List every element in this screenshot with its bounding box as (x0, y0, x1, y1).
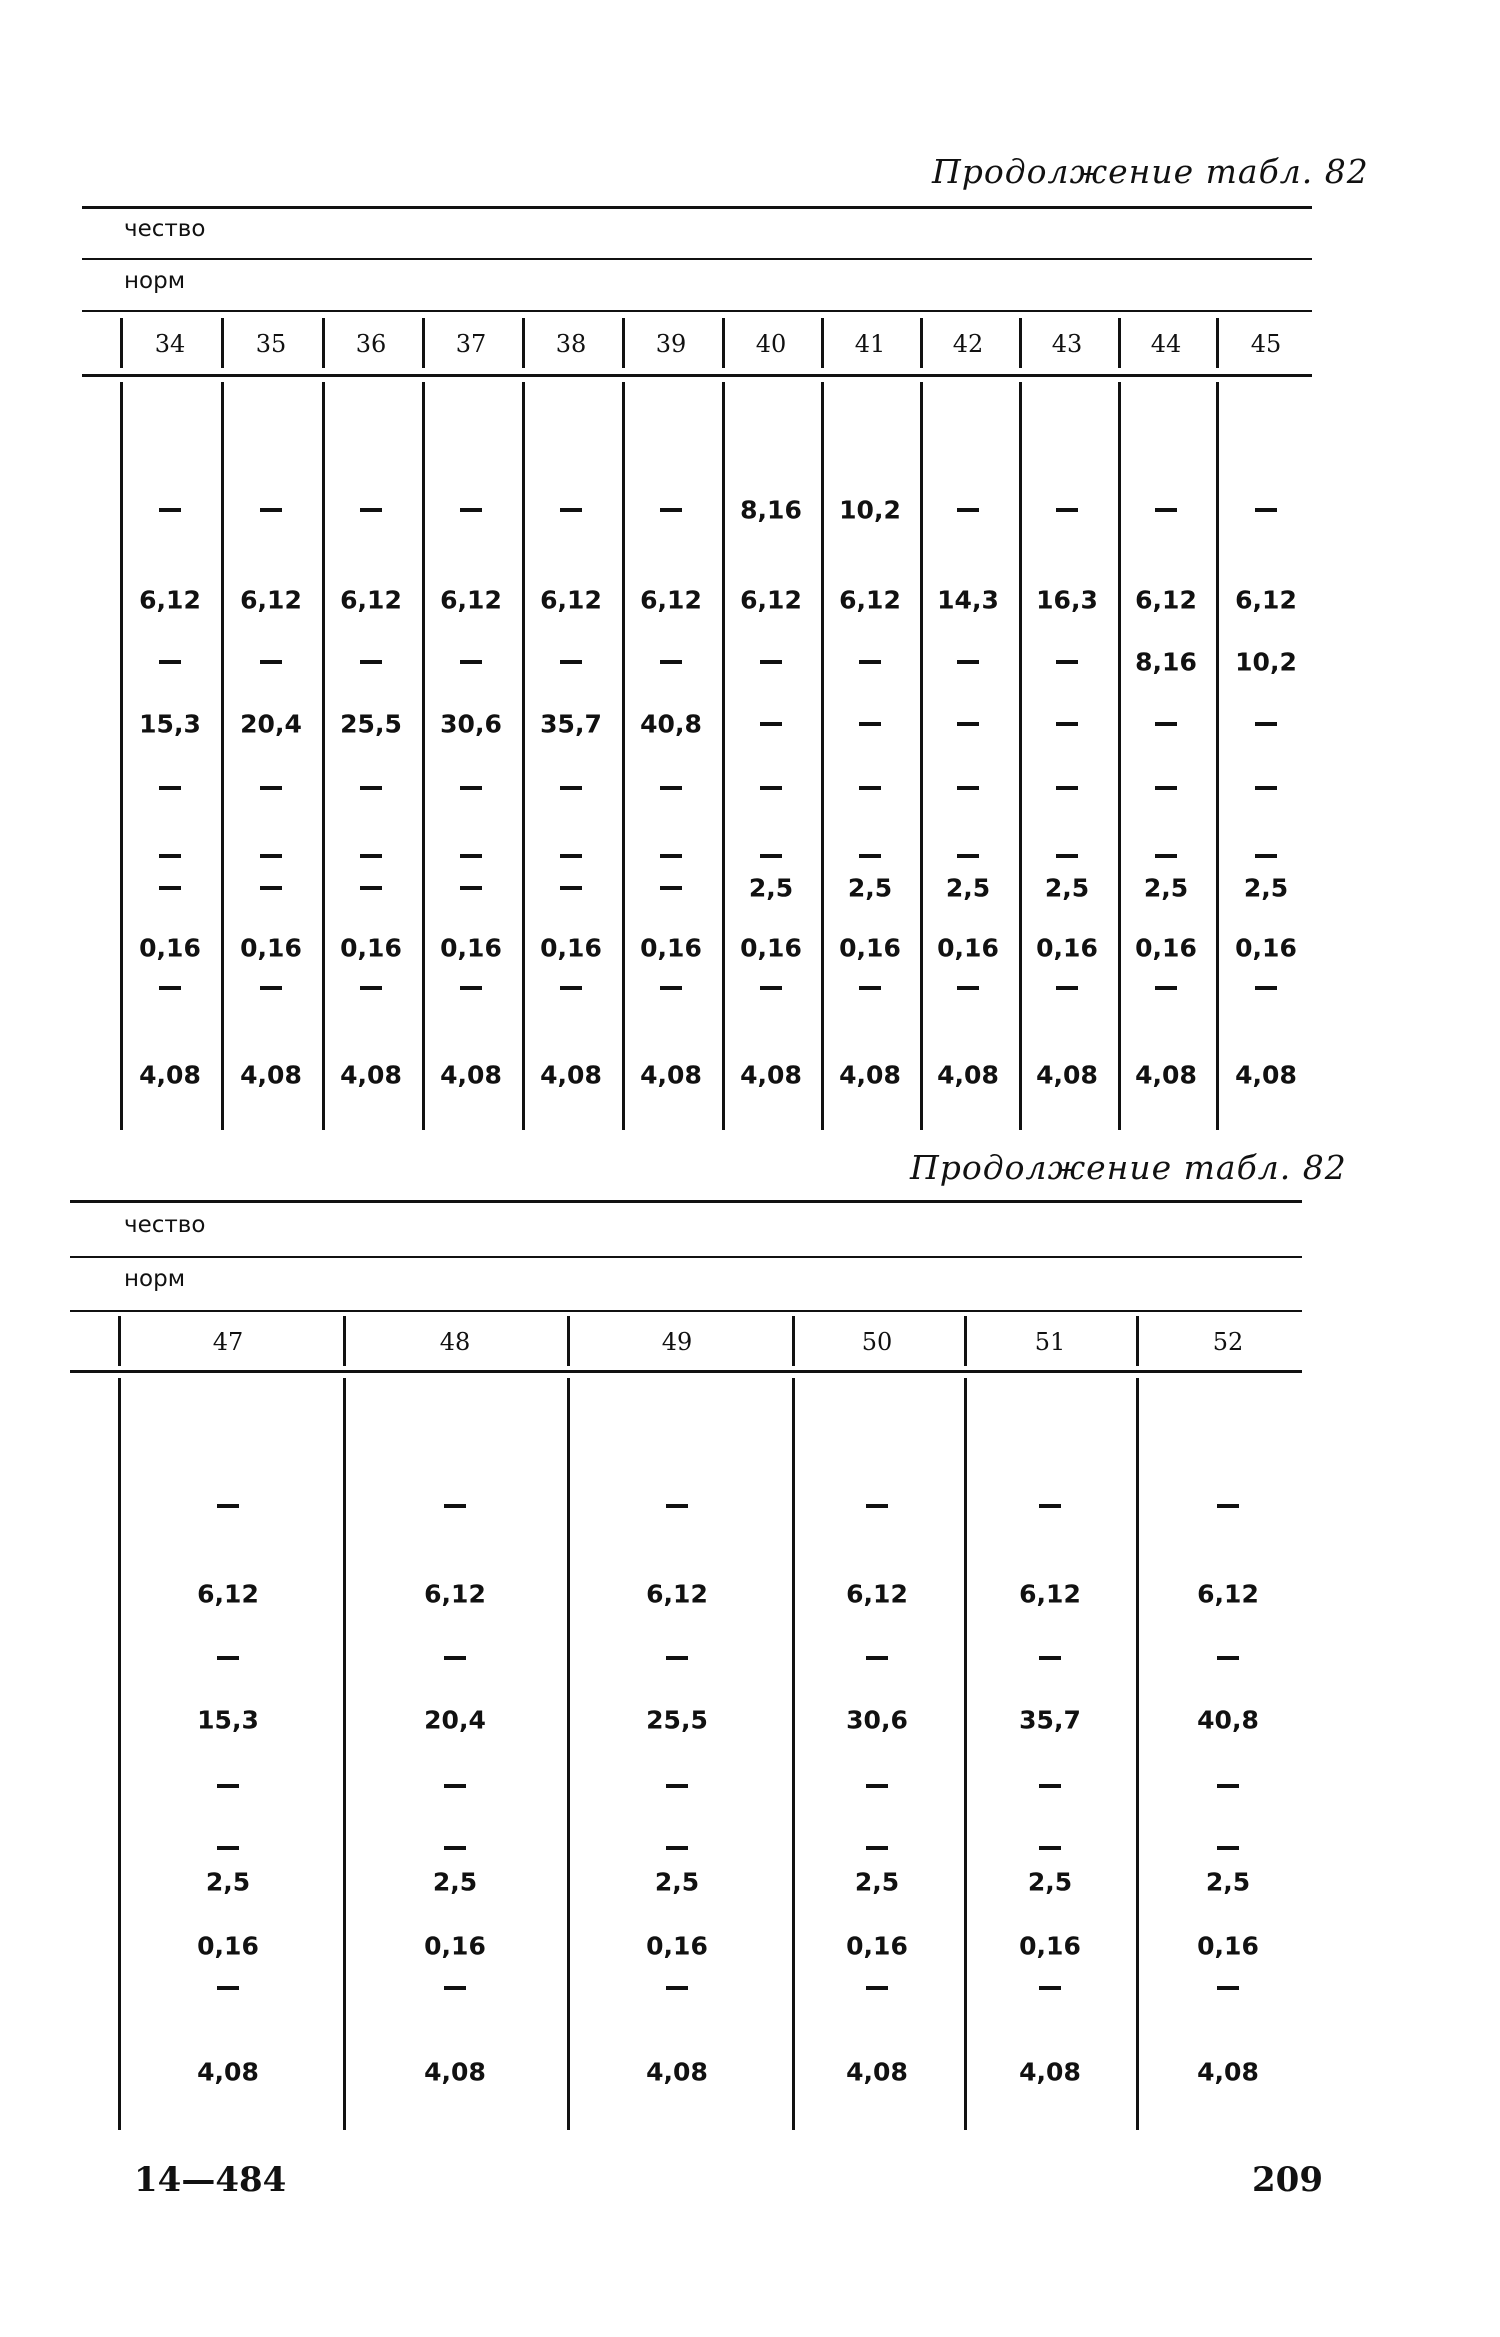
table1-top-rule (82, 206, 1312, 209)
table2-cell-dash (866, 1986, 888, 1990)
table1-cell-dash (1056, 508, 1078, 512)
table1-cell-dash (1155, 986, 1177, 990)
table1-cell-dash (1056, 786, 1078, 790)
table1-header-divider (722, 318, 725, 368)
table1-header-divider (821, 318, 824, 368)
table1-cell-dash (360, 508, 382, 512)
table2-cell-dash (1217, 1986, 1239, 1990)
table1-cell-dash (660, 886, 682, 890)
table1-cell: 4,08 (937, 1060, 999, 1090)
table1-column-divider (522, 382, 525, 1130)
table1-column-divider (722, 382, 725, 1130)
table2-cell-dash (1039, 1846, 1061, 1850)
table2-header-divider (1136, 1316, 1139, 1366)
table1-column-divider (120, 382, 123, 1130)
table1-cell: 6,12 (1235, 585, 1297, 615)
table1-column-number: 39 (655, 330, 687, 358)
table1-column-divider (1118, 382, 1121, 1130)
table1-cell: 15,3 (139, 709, 201, 739)
table1-cell: 0,16 (540, 933, 602, 963)
table1-cell-dash (1056, 722, 1078, 726)
table2-cell-dash (1039, 1986, 1061, 1990)
table2-column-number: 47 (212, 1328, 244, 1356)
table2-column-divider (1136, 1378, 1139, 2130)
table2-column-number: 48 (439, 1328, 471, 1356)
table1-column-divider (221, 382, 224, 1130)
table2-header-row1: чество (124, 1212, 206, 1238)
table1-column-number: 35 (255, 330, 287, 358)
table2-column-divider (343, 1378, 346, 2130)
table1-cell-dash (1155, 508, 1177, 512)
table2-cell-dash (1039, 1504, 1061, 1508)
table1-cell-dash (660, 508, 682, 512)
table1-cell-dash (360, 660, 382, 664)
table1-cell-dash (859, 786, 881, 790)
table1-column-number: 43 (1051, 330, 1083, 358)
table1-cell: 4,08 (740, 1060, 802, 1090)
table1-cell-dash (957, 722, 979, 726)
table2-cell: 4,08 (1197, 2057, 1259, 2087)
table2-cell-dash (444, 1656, 466, 1660)
table1-cell: 40,8 (640, 709, 702, 739)
table1-header-divider (622, 318, 625, 368)
table2-cell-dash (666, 1986, 688, 1990)
table1-cell-dash (560, 786, 582, 790)
table1-cell: 2,5 (1243, 873, 1289, 903)
table1-cell-dash (460, 660, 482, 664)
table1-cell-dash (1056, 660, 1078, 664)
table1-cell: 4,08 (839, 1060, 901, 1090)
table2-cell-dash (444, 1784, 466, 1788)
table2-cell: 0,16 (646, 1931, 708, 1961)
table1-cell-dash (1255, 508, 1277, 512)
table2-cell: 20,4 (424, 1705, 486, 1735)
table1-header-row2: норм (124, 268, 186, 294)
table1-caption: Продолжение табл. 82 (932, 152, 1369, 191)
table1-cell: 8,16 (740, 495, 802, 525)
table1-cell-dash (859, 854, 881, 858)
table2-cell-dash (866, 1846, 888, 1850)
table1-cell-dash (460, 854, 482, 858)
table1-cell-dash (957, 854, 979, 858)
table1-cell-dash (560, 660, 582, 664)
table2-cell: 2,5 (205, 1867, 251, 1897)
table1-cell-dash (1255, 722, 1277, 726)
table1-cell: 4,08 (139, 1060, 201, 1090)
table1-cell-dash (1155, 854, 1177, 858)
table1-cell: 6,12 (240, 585, 302, 615)
table1-cell-dash (760, 660, 782, 664)
table1-header-divider (422, 318, 425, 368)
table1-column-divider (422, 382, 425, 1130)
table2-column-number: 52 (1212, 1328, 1244, 1356)
table1-cell-dash (260, 786, 282, 790)
table1-rule-2 (82, 258, 1312, 260)
table1-cell: 4,08 (440, 1060, 502, 1090)
table1-header-divider (1216, 318, 1219, 368)
table2-cell-dash (217, 1846, 239, 1850)
table1-header-divider (920, 318, 923, 368)
table2-cell: 0,16 (1019, 1931, 1081, 1961)
table1-cell: 4,08 (540, 1060, 602, 1090)
table1-header-divider (1019, 318, 1022, 368)
table2-cell-dash (444, 1846, 466, 1850)
table2-cell-dash (866, 1504, 888, 1508)
table1-cell-dash (460, 508, 482, 512)
table1-cell-dash (159, 886, 181, 890)
table1-cell-dash (260, 886, 282, 890)
table1-cell: 0,16 (440, 933, 502, 963)
table1-header-divider (120, 318, 123, 368)
table2-cell: 6,12 (197, 1579, 259, 1609)
table1-cell: 0,16 (139, 933, 201, 963)
table2-cell: 4,08 (646, 2057, 708, 2087)
table2-cell: 2,5 (1027, 1867, 1073, 1897)
table1-cell: 8,16 (1135, 647, 1197, 677)
table2-rule-2 (70, 1256, 1302, 1258)
table1-cell-dash (957, 660, 979, 664)
table1-column-divider (322, 382, 325, 1130)
table1-cell-dash (1255, 786, 1277, 790)
table2-cell: 2,5 (1205, 1867, 1251, 1897)
table1-cell-dash (159, 986, 181, 990)
table2-cell-dash (217, 1986, 239, 1990)
table1-cell: 4,08 (1135, 1060, 1197, 1090)
table2-cell: 15,3 (197, 1705, 259, 1735)
table1-cell: 4,08 (1036, 1060, 1098, 1090)
table2-cell-dash (1217, 1846, 1239, 1850)
table1-column-number: 40 (755, 330, 787, 358)
table1-column-number: 45 (1250, 330, 1282, 358)
table1-header-row1: чество (124, 216, 206, 242)
table2-cell: 0,16 (846, 1931, 908, 1961)
table1-cell-dash (1155, 722, 1177, 726)
table2-column-number: 49 (661, 1328, 693, 1356)
table1-cell: 2,5 (1044, 873, 1090, 903)
table1-cell-dash (1056, 986, 1078, 990)
table2-cell-dash (666, 1656, 688, 1660)
table1-cell-dash (760, 854, 782, 858)
table1-cell-dash (159, 854, 181, 858)
table2-cell-dash (217, 1504, 239, 1508)
table1-cell-dash (260, 660, 282, 664)
table2-cell: 4,08 (424, 2057, 486, 2087)
table1-column-number: 36 (355, 330, 387, 358)
table1-cell: 6,12 (640, 585, 702, 615)
table1-cell: 30,6 (440, 709, 502, 739)
table1-cell-dash (560, 886, 582, 890)
table1-cell: 6,12 (139, 585, 201, 615)
table1-cell-dash (159, 660, 181, 664)
table1-cell: 25,5 (340, 709, 402, 739)
table2-cell: 0,16 (1197, 1931, 1259, 1961)
table2-cell: 30,6 (846, 1705, 908, 1735)
table1-cell: 0,16 (240, 933, 302, 963)
table1-column-number: 42 (952, 330, 984, 358)
table1-cell-dash (957, 786, 979, 790)
table1-header-divider (522, 318, 525, 368)
table2-cell-dash (1217, 1504, 1239, 1508)
table2-column-divider (792, 1378, 795, 2130)
table1-cell-dash (859, 660, 881, 664)
table2-header-divider (343, 1316, 346, 1366)
table1-cell-dash (460, 786, 482, 790)
table2-cell: 4,08 (1019, 2057, 1081, 2087)
table2-cell-dash (217, 1656, 239, 1660)
table2-cell-dash (217, 1784, 239, 1788)
table2-header-divider (118, 1316, 121, 1366)
table1-cell: 35,7 (540, 709, 602, 739)
table2-cell: 0,16 (197, 1931, 259, 1961)
table1-cell-dash (957, 986, 979, 990)
table2-column-divider (567, 1378, 570, 2130)
table1-cell: 0,16 (839, 933, 901, 963)
table2-cell-dash (1217, 1656, 1239, 1660)
table2-cell: 6,12 (1197, 1579, 1259, 1609)
table1-column-divider (622, 382, 625, 1130)
table1-cell: 4,08 (340, 1060, 402, 1090)
table1-cell-dash (560, 986, 582, 990)
table1-cell-dash (859, 722, 881, 726)
table2-cell: 35,7 (1019, 1705, 1081, 1735)
table2-cell-dash (444, 1986, 466, 1990)
table1-cell: 4,08 (240, 1060, 302, 1090)
table2-top-rule (70, 1200, 1302, 1203)
table1-column-number: 41 (854, 330, 886, 358)
table1-column-divider (821, 382, 824, 1130)
table2-cell-dash (666, 1784, 688, 1788)
table2-cell-dash (666, 1846, 688, 1850)
table1-cell: 6,12 (1135, 585, 1197, 615)
table2-cell-dash (666, 1504, 688, 1508)
table1-cell-dash (660, 660, 682, 664)
table1-cell: 0,16 (740, 933, 802, 963)
table1-cell: 0,16 (937, 933, 999, 963)
table2-cell-dash (1039, 1656, 1061, 1660)
table2-cell-dash (1039, 1784, 1061, 1788)
table1-cell: 0,16 (1036, 933, 1098, 963)
table1-cell-dash (1255, 986, 1277, 990)
table2-cell-dash (866, 1784, 888, 1788)
table1-cell-dash (360, 854, 382, 858)
table1-cell-dash (360, 786, 382, 790)
table2-cell: 2,5 (854, 1867, 900, 1897)
table2-cell: 2,5 (654, 1867, 700, 1897)
table2-column-number: 50 (861, 1328, 893, 1356)
table2-column-number: 51 (1034, 1328, 1066, 1356)
table1-cell: 0,16 (340, 933, 402, 963)
table1-cell-dash (460, 986, 482, 990)
table2-cell: 6,12 (846, 1579, 908, 1609)
table1-cell-dash (1056, 854, 1078, 858)
table1-cell-dash (1255, 854, 1277, 858)
table1-cell: 0,16 (1135, 933, 1197, 963)
table1-cell: 2,5 (847, 873, 893, 903)
table1-rule-3 (82, 310, 1312, 312)
table1-cell: 0,16 (1235, 933, 1297, 963)
table1-cell-dash (260, 986, 282, 990)
table1-cell: 2,5 (1143, 873, 1189, 903)
table2-caption: Продолжение табл. 82 (910, 1148, 1347, 1187)
page-number: 209 (1252, 2160, 1323, 2200)
table2-cell: 4,08 (846, 2057, 908, 2087)
table1-cell-dash (760, 986, 782, 990)
table1-header-divider (221, 318, 224, 368)
table1-column-number: 44 (1150, 330, 1182, 358)
table1-cell-dash (660, 786, 682, 790)
table1-cell-dash (957, 508, 979, 512)
table2-header-divider (792, 1316, 795, 1366)
table2-cell: 6,12 (646, 1579, 708, 1609)
table1-cell: 10,2 (839, 495, 901, 525)
table1-column-number: 38 (555, 330, 587, 358)
table1-cell: 20,4 (240, 709, 302, 739)
table1-cell-dash (460, 886, 482, 890)
table1-header-divider (322, 318, 325, 368)
table1-cell: 0,16 (640, 933, 702, 963)
table1-cell: 4,08 (640, 1060, 702, 1090)
table1-cell-dash (760, 722, 782, 726)
table1-cell-dash (660, 986, 682, 990)
table2-column-divider (118, 1378, 121, 2130)
table1-cell: 6,12 (540, 585, 602, 615)
table1-cell-dash (159, 786, 181, 790)
table1-cell-dash (360, 986, 382, 990)
table1-cell: 6,12 (340, 585, 402, 615)
table1-cell: 4,08 (1235, 1060, 1297, 1090)
table2-cell: 40,8 (1197, 1705, 1259, 1735)
table1-header-divider (1118, 318, 1121, 368)
table2-cell: 6,12 (424, 1579, 486, 1609)
table1-cell-dash (560, 854, 582, 858)
table2-cell: 0,16 (424, 1931, 486, 1961)
table2-cell: 6,12 (1019, 1579, 1081, 1609)
table2-header-divider (964, 1316, 967, 1366)
table1-column-number: 34 (154, 330, 186, 358)
table2-cell: 2,5 (432, 1867, 478, 1897)
table2-cell-dash (444, 1504, 466, 1508)
table1-cell: 14,3 (937, 585, 999, 615)
table1-cell-dash (159, 508, 181, 512)
table1-cell-dash (560, 508, 582, 512)
table2-header-row2: норм (124, 1266, 186, 1292)
table2-header-bottom-rule (70, 1370, 1302, 1373)
table1-cell-dash (859, 986, 881, 990)
table1-cell: 2,5 (748, 873, 794, 903)
table2-column-divider (964, 1378, 967, 2130)
table1-cell-dash (660, 854, 682, 858)
table1-column-divider (920, 382, 923, 1130)
table2-cell: 25,5 (646, 1705, 708, 1735)
table1-column-divider (1019, 382, 1022, 1130)
table1-header-bottom-rule (82, 374, 1312, 377)
table1-cell: 6,12 (740, 585, 802, 615)
table1-cell-dash (360, 886, 382, 890)
table1-cell-dash (760, 786, 782, 790)
table2-cell: 4,08 (197, 2057, 259, 2087)
table2-header-divider (567, 1316, 570, 1366)
table1-cell: 6,12 (440, 585, 502, 615)
table1-column-number: 37 (455, 330, 487, 358)
table1-column-divider (1216, 382, 1219, 1130)
table1-cell-dash (260, 508, 282, 512)
table1-cell: 2,5 (945, 873, 991, 903)
table2-cell-dash (1217, 1784, 1239, 1788)
table2-rule-3 (70, 1310, 1302, 1312)
table1-cell: 6,12 (839, 585, 901, 615)
table2-cell-dash (866, 1656, 888, 1660)
table1-cell: 16,3 (1036, 585, 1098, 615)
footer-signature: 14—484 (134, 2160, 287, 2200)
table1-cell-dash (260, 854, 282, 858)
table1-cell: 10,2 (1235, 647, 1297, 677)
table1-cell-dash (1155, 786, 1177, 790)
